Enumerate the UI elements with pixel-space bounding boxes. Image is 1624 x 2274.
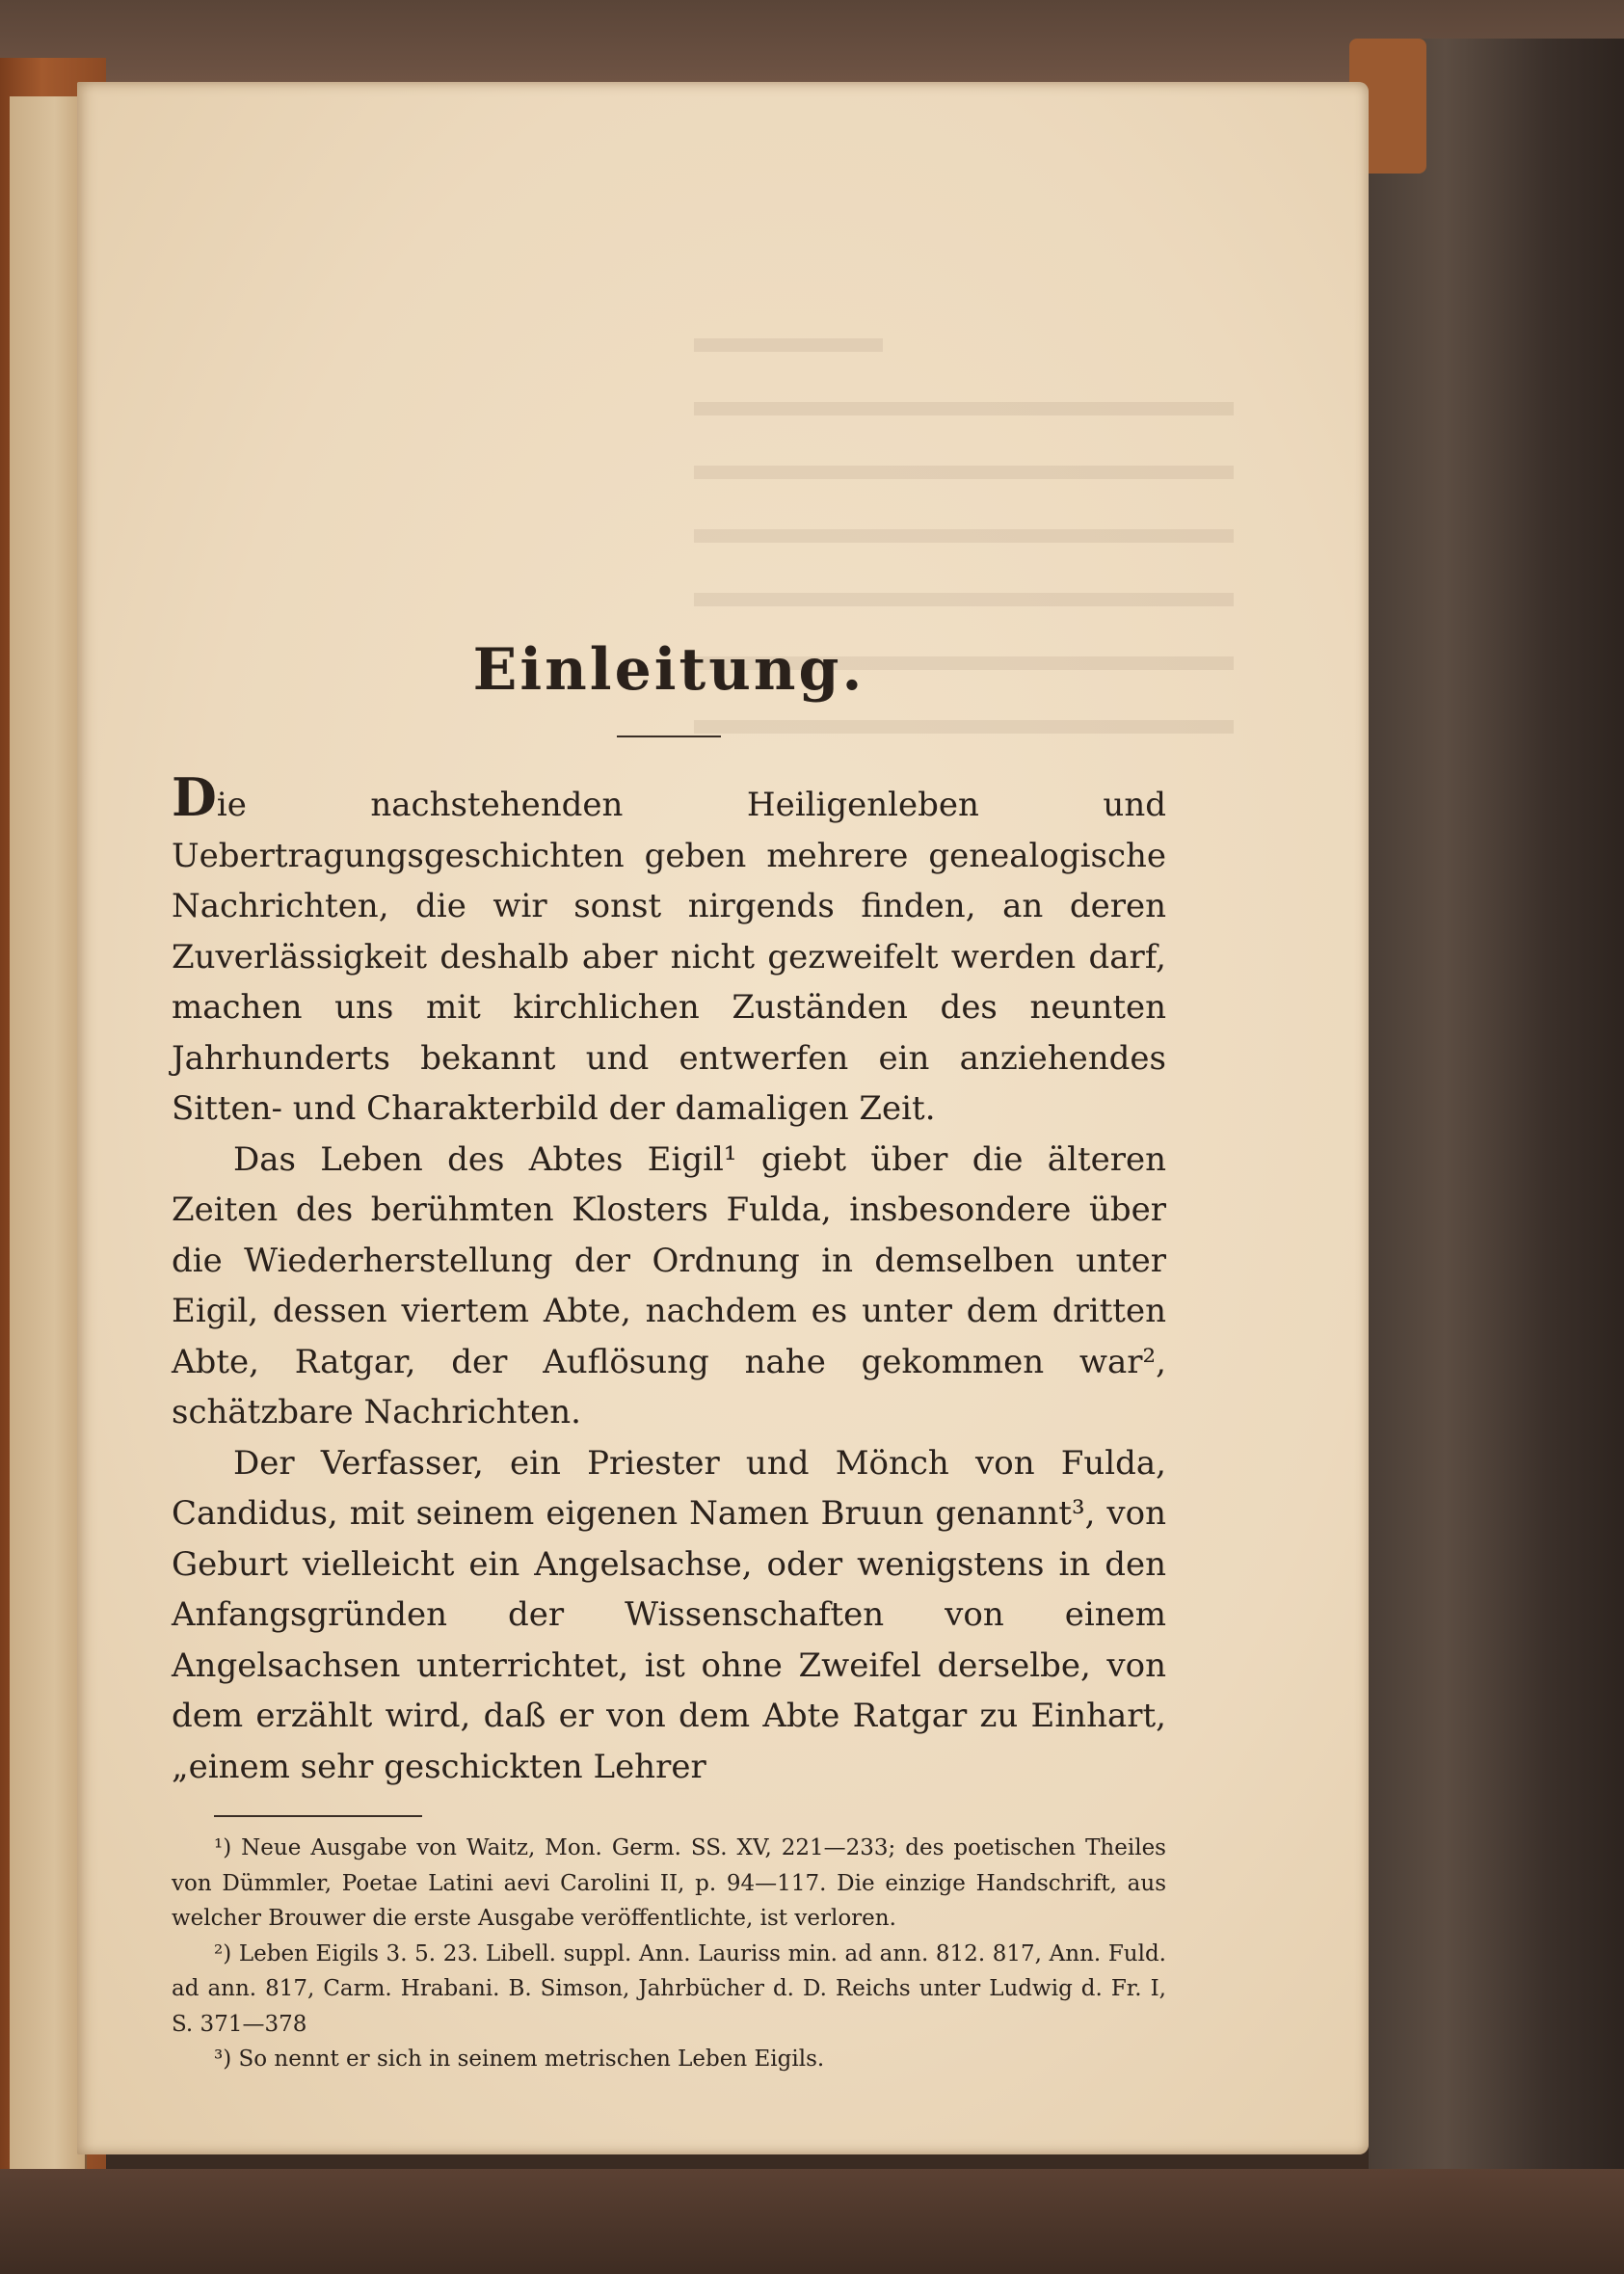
footnote-divider bbox=[214, 1815, 422, 1817]
paragraph-1 bbox=[172, 766, 1166, 1135]
paragraph-3: Der Verfasser, ein Priester und Mönch von Fulda, Candidus, mit seinem eigenen Namen Bruun genannt³, von Geburt vielleicht ein Angelsachse, oder wenigstens in den Anfangsgründen der Wissenschaften von einem Angelsachsen unterrichtet, ist ohne Zweifel derselbe, von dem erzählt wird, daß er von dem Abte Ratgar zu Einhart, „einem sehr geschickten Lehrer bbox=[172, 1443, 1166, 1786]
paragraph-2: Das Leben des Abtes Eigil¹ giebt über die älteren Zeiten des berühmten Klosters Fulda, insbesondere über die Wiederherstellung der Ordnung in demselben unter Eigil, dessen viertem Abte, nachdem es unter dem dritten Abte, Ratgar, der Auflösung nahe gekommen war², schätzbare Nachrichten. bbox=[172, 1139, 1166, 1431]
footnote-3: ³) So nennt er sich in seinem metrischen Leben Eigils. bbox=[214, 2047, 825, 2072]
left-page-edge bbox=[10, 96, 87, 2169]
footnote-2: ²) Leben Eigils 3. 5. 23. Libell. suppl. Ann. Lauriss min. ad ann. 812. 817, Ann. Fuld. ad ann. 817, Carm. Hrabani. B. Simson, Jahrbücher d. D. Reichs unter Ludwig d. Fr. I, S. 371—378 bbox=[172, 1940, 1166, 2037]
paragraph-text: ie nachstehenden Heiligenleben und Uebertragungsgeschichten geben mehrere genealogische Nachrichten, die wir sonst nirgends finden, an deren Zuverlässigkeit deshalb aber nicht gezweifelt werden darf, machen uns mit kirchlichen Zuständen des neunten Jahrhunderts bekannt und entwerfen ein anziehendes Sitten- und Charakterbild der damaligen Zeit. bbox=[172, 786, 1166, 1128]
title-divider bbox=[617, 736, 721, 737]
footnote-1: ¹) Neue Ausgabe von Waitz, Mon. Germ. SS. XV, 221—233; des poetischen Theiles von Dümmler, Poetae Latini aevi Carolini II, p. 94—117. Die einzige Handschrift, aus welcher Brouwer die erste Ausgabe veröffentlichte, ist verloren. bbox=[172, 1835, 1166, 1931]
footnotes bbox=[172, 1831, 1166, 2077]
page-content bbox=[172, 631, 1166, 2077]
book-cover-right bbox=[1369, 39, 1624, 2274]
chapter-title: Einleitung. bbox=[472, 636, 865, 704]
body-text bbox=[172, 766, 1166, 1792]
book-binding-bottom bbox=[0, 2169, 1624, 2274]
drop-cap: D bbox=[172, 766, 217, 828]
